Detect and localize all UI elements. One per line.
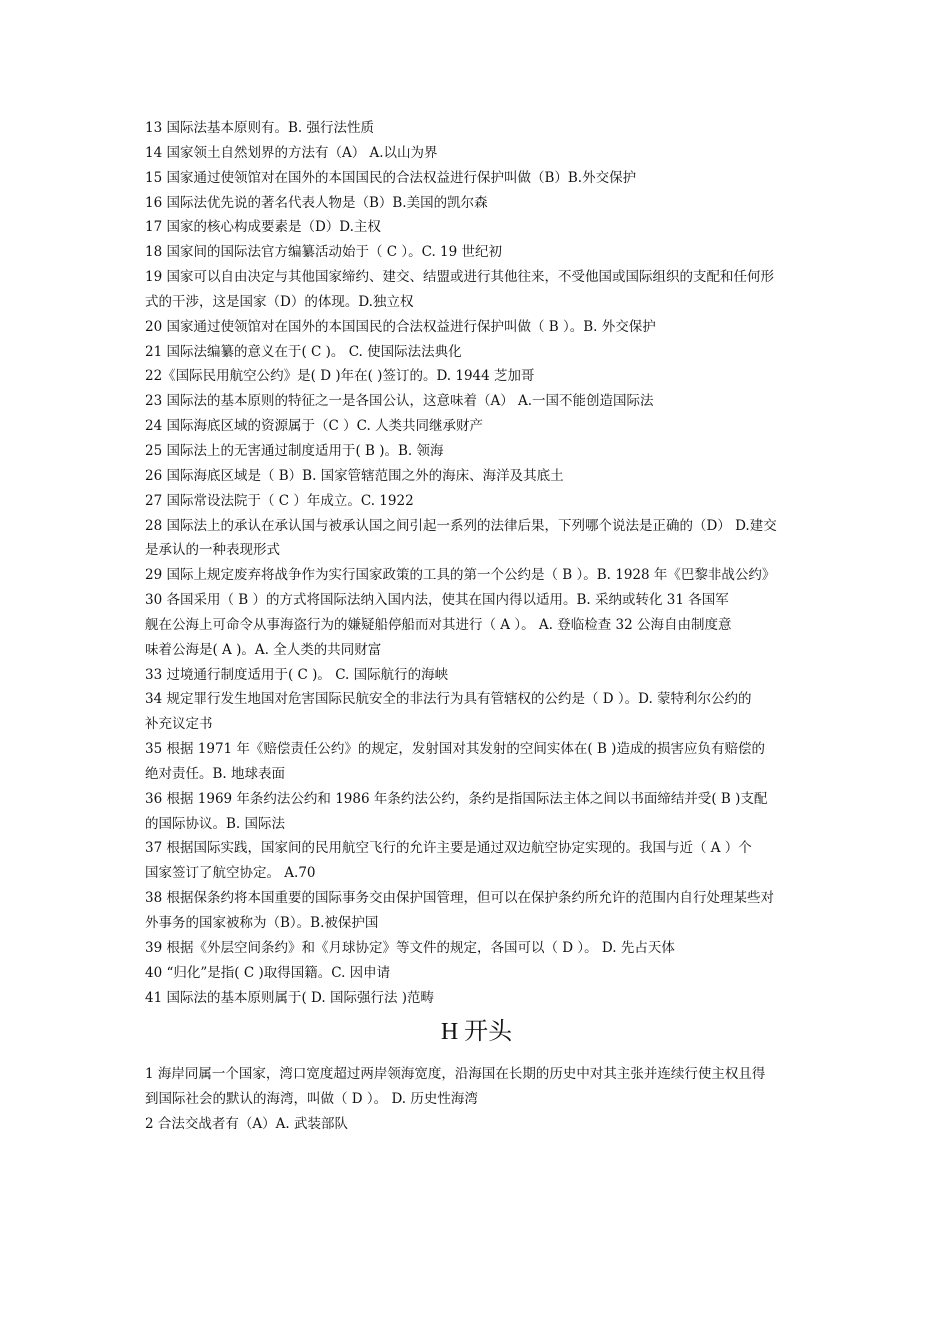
text-line: 34 规定罪行发生地国对危害国际民航安全的非法行为具有管辖权的公约是（ D ）。D. 蒙特利尔公约的 [145, 691, 752, 708]
text-line: 25 国际法上的无害通过制度适用于( B )。B. 领海 [145, 442, 444, 459]
text-line: 舰在公海上可命令从事海盗行为的嫌疑船停船而对其进行（ A ）。 A. 登临检查 32 公海自由制度意 [145, 616, 732, 633]
text-line: 40 “归化”是指( C )取得国籍。C. 因申请 [145, 964, 391, 981]
text-line: 2 合法交战者有（A）A. 武装部队 [145, 1116, 348, 1133]
text-line: 的国际协议。B. 国际法 [145, 815, 286, 832]
text-line: 味着公海是( A )。A. 全人类的共同财富 [145, 641, 382, 658]
question-list-part2 [145, 1062, 808, 1137]
text-line: 19 国家可以自由决定与其他国家缔约、建交、结盟或进行其他往来，不受他国或国际组织的支配和任何形 [145, 269, 774, 286]
text-line: 37 根据国际实践，国家间的民用航空飞行的允许主要是通过双边航空协定实现的。我国与近（ A ）个 [145, 840, 752, 857]
text-line: 29 国际上规定废弃将战争作为实行国家政策的工具的第一个公约是（ B ）。B. 1928 年《巴黎非战公约》 [145, 567, 776, 584]
text-line: 27 国际常设法院于（ C ）年成立。C. 1922 [145, 492, 414, 509]
text-line: 21 国际法编纂的意义在于( C )。 C. 使国际法法典化 [145, 343, 462, 360]
text-line: 30 各国采用（ B ）的方式将国际法纳入国内法，使其在国内得以适用。B. 采纳或转化 31 各国军 [145, 592, 729, 609]
text-line: 1 海岸同属一个国家，湾口宽度超过两岸领海宽度，沿海国在长期的历史中对其主张并连续行使主权且得 [145, 1066, 766, 1083]
text-line: 23 国际法的基本原则的特征之一是各国公认，这意味着（A） A.一国不能创造国际法 [145, 393, 654, 410]
text-line: 14 国家领土自然划界的方法有（A） A.以山为界 [145, 144, 438, 161]
text-line: 16 国际法优先说的著名代表人物是（B）B.美国的凯尔森 [145, 194, 488, 211]
text-line: 38 根据保条约将本国重要的国际事务交由保护国管理，但可以在保护条约所允许的范围内自行处理某些对 [145, 890, 774, 907]
text-line: 36 根据 1969 年条约法公约和 1986 年条约法公约，条约是指国际法主体之间以书面缔结并受( B )支配 [145, 790, 768, 807]
text-line: 33 过境通行制度适用于( C )。 C. 国际航行的海峡 [145, 666, 449, 683]
text-line: 17 国家的核心构成要素是（D）D.主权 [145, 219, 381, 236]
section-heading: H 开头 [440, 1019, 513, 1046]
text-line: 国家签订了航空协定。 A.70 [145, 865, 316, 882]
text-line: 26 国际海底区域是（ B）B. 国家管辖范围之外的海床、海洋及其底土 [145, 467, 564, 484]
text-line: 15 国家通过使领馆对在国外的本国国民的合法权益进行保护叫做（B）B.外交保护 [145, 169, 637, 186]
text-line: 是承认的一种表现形式 [145, 542, 280, 559]
document-page [145, 116, 808, 1137]
text-line: 式的干涉，这是国家（D）的体现。D.独立权 [145, 293, 414, 310]
text-line: 补充议定书 [145, 716, 213, 733]
text-line: 到国际社会的默认的海湾，叫做（ D ）。 D. 历史性海湾 [145, 1091, 478, 1108]
text-line: 39 根据《外层空间条约》和《月球协定》等文件的规定，各国可以（ D ）。 D. 先占天体 [145, 939, 675, 956]
text-line: 24 国际海底区域的资源属于（C ）C. 人类共同继承财产 [145, 418, 484, 435]
question-list-part1 [145, 116, 808, 1010]
text-line: 20 国家通过使领馆对在国外的本国国民的合法权益进行保护叫做（ B ）。B. 外交保护 [145, 318, 656, 335]
text-line: 13 国际法基本原则有。B. 强行法性质 [145, 120, 374, 136]
text-line: 28 国际法上的承认在承认国与被承认国之间引起一系列的法律后果，下列哪个说法是正确的（D） D.建交 [145, 517, 777, 534]
text-line: 41 国际法的基本原则属于( D. 国际强行法 )范畴 [145, 989, 435, 1006]
text-line: 35 根据 1971 年《赔偿责任公约》的规定，发射国对其发射的空间实体在( B )造成的损害应负有赔偿的 [145, 741, 765, 758]
text-line: 外事务的国家被称为（B）。B.被保护国 [145, 915, 379, 931]
text-line: 18 国家间的国际法官方编纂活动始于（ C ）。C. 19 世纪初 [145, 244, 503, 261]
text-line: 22《国际民用航空公约》是( D )年在( )签订的。D. 1944 芝加哥 [145, 368, 535, 385]
text-line: 绝对责任。B. 地球表面 [145, 765, 286, 782]
